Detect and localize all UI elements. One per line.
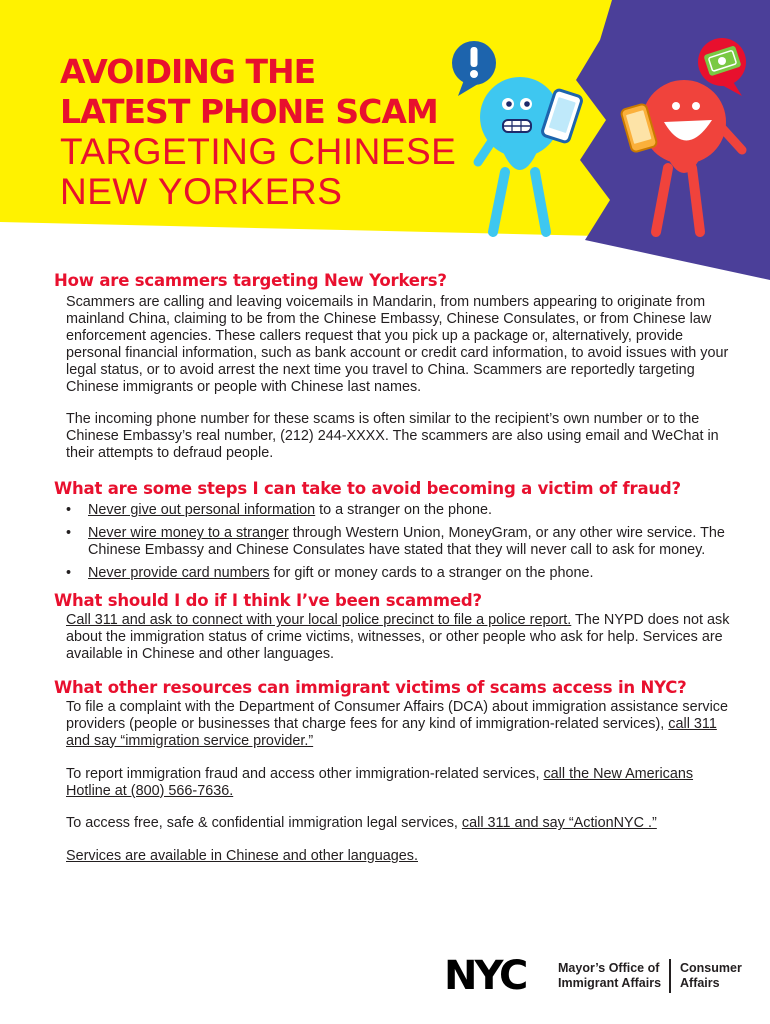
- footer-logos: [444, 951, 744, 1001]
- languages-available-link[interactable]: Services are available in Chinese and other languages.: [66, 848, 418, 865]
- paragraph-languages: [66, 848, 734, 865]
- agency1-line1: Mayor’s Office of: [558, 961, 660, 975]
- title-line-4: NEW YORKERS: [60, 171, 343, 212]
- bullet-icon: •: [66, 502, 72, 519]
- hotline-text: To report immigration fraud and access other immigration-related services,: [66, 765, 544, 782]
- mayors-office-immigrant-affairs: [558, 961, 661, 991]
- paragraph-phone-number: The incoming phone number for these scams is often similar to the recipient’s own number or to the Chinese Embassy’s real number, (212) 244-XXXX. The scammers are also using email and WeChat in their attempts to defraud people.: [66, 411, 719, 462]
- step-strong: Never provide card numbers: [88, 565, 270, 582]
- steps-list: [54, 502, 734, 582]
- title-line-2: LATEST PHONE SCAM: [60, 92, 438, 131]
- actionnyc-text: To access free, safe & confidential immigration legal services,: [66, 815, 462, 832]
- paragraph-actionnyc: [66, 815, 734, 832]
- agency2-line1: Consumer: [680, 961, 742, 975]
- title-line-3: TARGETING CHINESE: [60, 131, 457, 172]
- page-title: [60, 52, 460, 212]
- agency1-line2: Immigrant Affairs: [558, 976, 662, 990]
- paragraph-nypd: The NYPD does not ask about the immigration status of crime victims, witnesses, or other people who ask for help. Services are available in Chinese and other languages.: [66, 612, 730, 662]
- section-heading-steps: What are some steps I can take to avoid becoming a victim of fraud?: [54, 479, 681, 499]
- bullet-icon: •: [66, 565, 72, 582]
- main-content: [54, 270, 734, 865]
- call-311-immigration-service-link[interactable]: call 311 and say “immigration service provider.”: [66, 715, 717, 749]
- paragraph-new-americans-hotline: [66, 766, 734, 800]
- step-strong: Never wire money to a stranger: [88, 525, 289, 542]
- step-rest: for gift or money cards to a stranger on the phone.: [269, 565, 594, 582]
- call-311-police-link[interactable]: Call 311 and ask to connect with your local police precinct to file a police report.: [66, 612, 572, 629]
- paragraph-scam-description: Scammers are calling and leaving voicemails in Mandarin, from numbers appearing to originate from mainland China, claiming to be from the Chinese Embassy, Chinese Consulates, or from Chinese law enforcement agencies. These callers request that you pick up a package or, alternatively, provide personal financial information, such as bank account or credit card information, to avoid issues with your legal status, or to avoid arrest the next time you travel to China. Scammers are reportedly targeting Chinese immigrants or people with Chinese last names.: [66, 294, 729, 395]
- consumer-affairs: [680, 961, 742, 991]
- paragraph-dca-complaint: [66, 699, 734, 750]
- nyc-logo-text: NYC: [444, 953, 526, 995]
- step-strong: Never give out personal information: [88, 502, 316, 519]
- dca-text: To file a complaint with the Department of Consumer Affairs (DCA) about immigration assistance service providers (people or businesses that charge fees for any kind of immigration-related services),: [66, 698, 728, 732]
- hero-banner: [0, 0, 770, 280]
- bullet-icon: •: [66, 525, 72, 542]
- section-heading-resources: What other resources can immigrant victims of scams access in NYC?: [54, 677, 687, 697]
- step-rest: through Western Union, MoneyGram, or any other wire service. The Chinese Embassy and Chinese Consulates have stated that they will never call to ask for money.: [88, 525, 725, 559]
- list-item: [54, 525, 734, 559]
- call-311-actionnyc-link[interactable]: call 311 and say “ActionNYC .”: [461, 815, 657, 832]
- nyc-logo: [444, 953, 552, 995]
- title-line-1: AVOIDING THE: [60, 52, 316, 91]
- list-item: [54, 565, 734, 582]
- step-rest: to a stranger on the phone.: [315, 502, 492, 519]
- agency2-line2: Affairs: [680, 976, 720, 990]
- paragraph-what-to-do: [66, 612, 734, 663]
- footer-divider: [669, 959, 671, 993]
- section-heading-scammed: What should I do if I think I’ve been scammed?: [54, 591, 482, 611]
- list-item: [54, 502, 734, 519]
- new-americans-hotline-link[interactable]: call the New Americans Hotline at (800) 566-7636.: [66, 765, 694, 799]
- section-heading-how-targeting: How are scammers targeting New Yorkers?: [54, 271, 447, 290]
